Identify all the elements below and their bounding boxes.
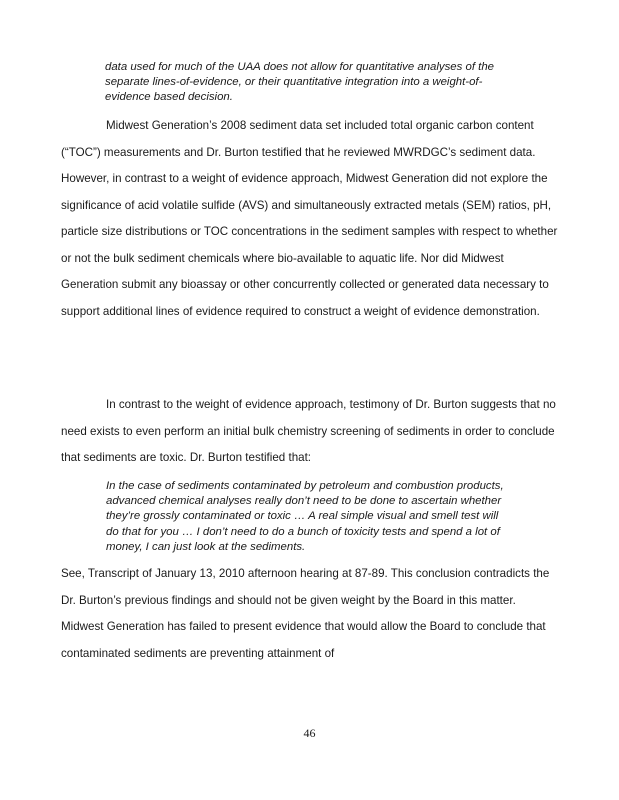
- block-quote-testimony: In the case of sediments contaminated by petroleum and combustion products, advanced chemical analyses really don’t need to be done to ascertain whether they’re grossly contaminated or toxic … A real simple visual and smell test will do that for you … I don’t need to do a bunch of toxicity tests and spend a lot of money, I can just look at the sediments.: [106, 480, 504, 553]
- paragraph-transcript-citation: See, Transcript of January 13, 2010 afternoon hearing at 87-89. This conclusion contradicts the Dr. Burton’s previous findings and should not be given weight by the Board in this matter. Midwest Generation has failed to present evidence that would allow the Board to conclude that contaminated sediments are preventing attainment of: [61, 567, 550, 660]
- page-number: 46: [303, 726, 316, 740]
- paragraph-sediment-data: Midwest Generation’s 2008 sediment data set included total organic carbon content (“TOC”) measurements and Dr. Burton testified that he reviewed MWRDGC’s sediment data. However, in contrast to a weight of evidence approach, Midwest Generation did not explore the significance of acid volatile sulfide (AVS) and simultaneously extracted metals (SEM) ratios, pH, particle size distributions or TOC concentrations in the sediment samples with respect to whether or not the bulk sediment chemicals where bio-available to aquatic life. Nor did Midwest Generation submit any bioassay or other concurrently collected or generated data necessary to support additional lines of evidence required to construct a weight of evidence demonstration.: [61, 119, 558, 318]
- block-quote-uaa: data used for much of the UAA does not allow for quantitative analyses of the separate lines-of-evidence, or their quantitative integration into a weight-of-evidence based decision.: [105, 61, 494, 104]
- paragraph-weight-of-evidence: In contrast to the weight of evidence approach, testimony of Dr. Burton suggests that no need exists to even perform an initial bulk chemistry screening of sediments in order to conclude that sediments are toxic. Dr. Burton testified that:: [61, 398, 556, 465]
